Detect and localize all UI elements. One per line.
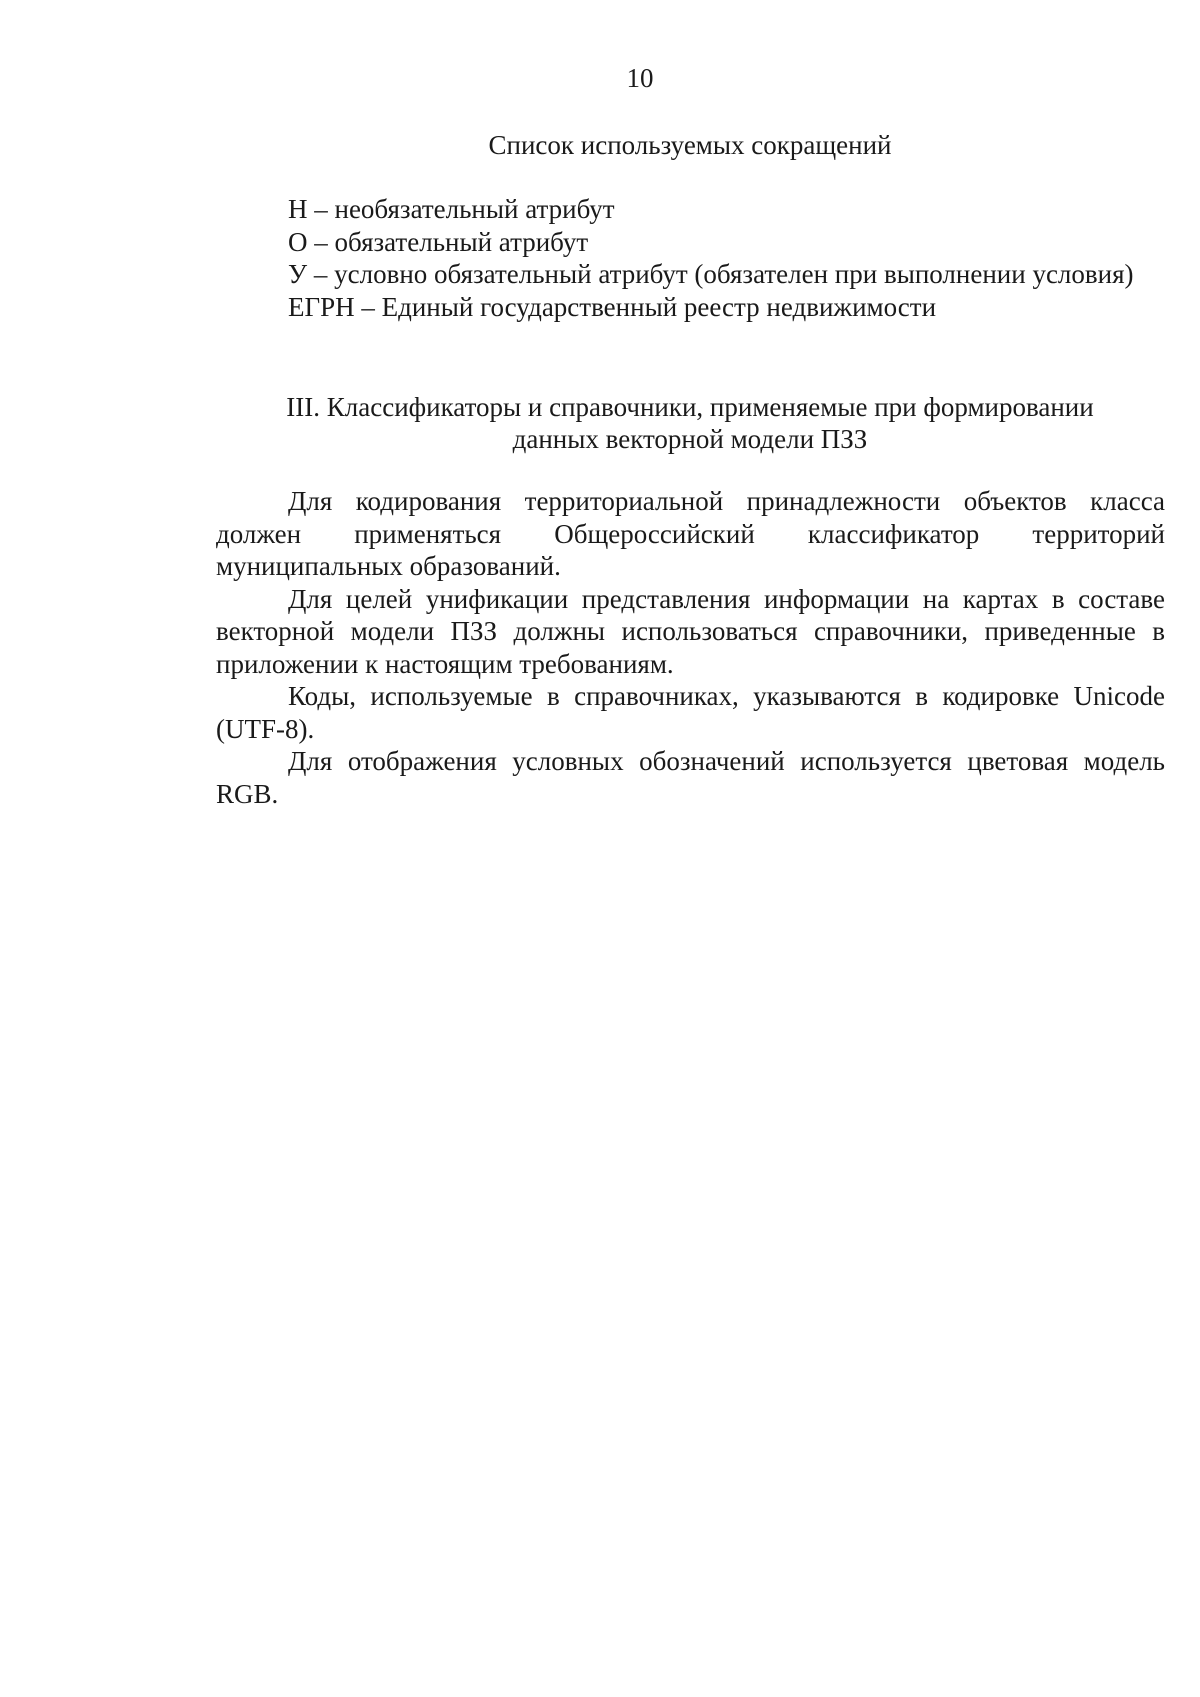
abbreviations-title: Список используемых сокращений bbox=[488, 130, 892, 160]
section-title-line: III. Классификаторы и справочники, применяемые при формировании bbox=[286, 392, 1094, 422]
body-paragraph: Для кодирования территориальной принадлежности объектов класса должен применяться Общероссийский классификатор территорий муниципальных образований. bbox=[216, 486, 1165, 581]
page-number: 10 bbox=[626, 63, 654, 93]
abbreviation-item: ЕГРН – Единый государственный реестр недвижимости bbox=[288, 291, 937, 322]
abbreviation-item: О – обязательный атрибут bbox=[288, 226, 589, 257]
section-title-line: данных векторной модели ПЗЗ bbox=[512, 424, 868, 454]
section-body bbox=[216, 485, 1165, 810]
abbreviations-list bbox=[216, 193, 1165, 323]
body-paragraph: Для отображения условных обозначений используется цветовая модель RGB. bbox=[216, 746, 1165, 809]
body-paragraph: Для целей унификации представления информации на картах в составе векторной модели ПЗЗ должны использоваться справочники, приведенные в приложении к настоящим требованиям. bbox=[216, 583, 1165, 679]
abbreviation-item: У – условно обязательный атрибут (обязателен при выполнении условия) bbox=[288, 259, 1134, 289]
abbreviation-item: Н – необязательный атрибут bbox=[288, 194, 615, 224]
body-paragraph: Коды, используемые в справочниках, указываются в кодировке Unicode (UTF-8). bbox=[216, 681, 1165, 744]
section-title bbox=[0, 391, 1200, 455]
